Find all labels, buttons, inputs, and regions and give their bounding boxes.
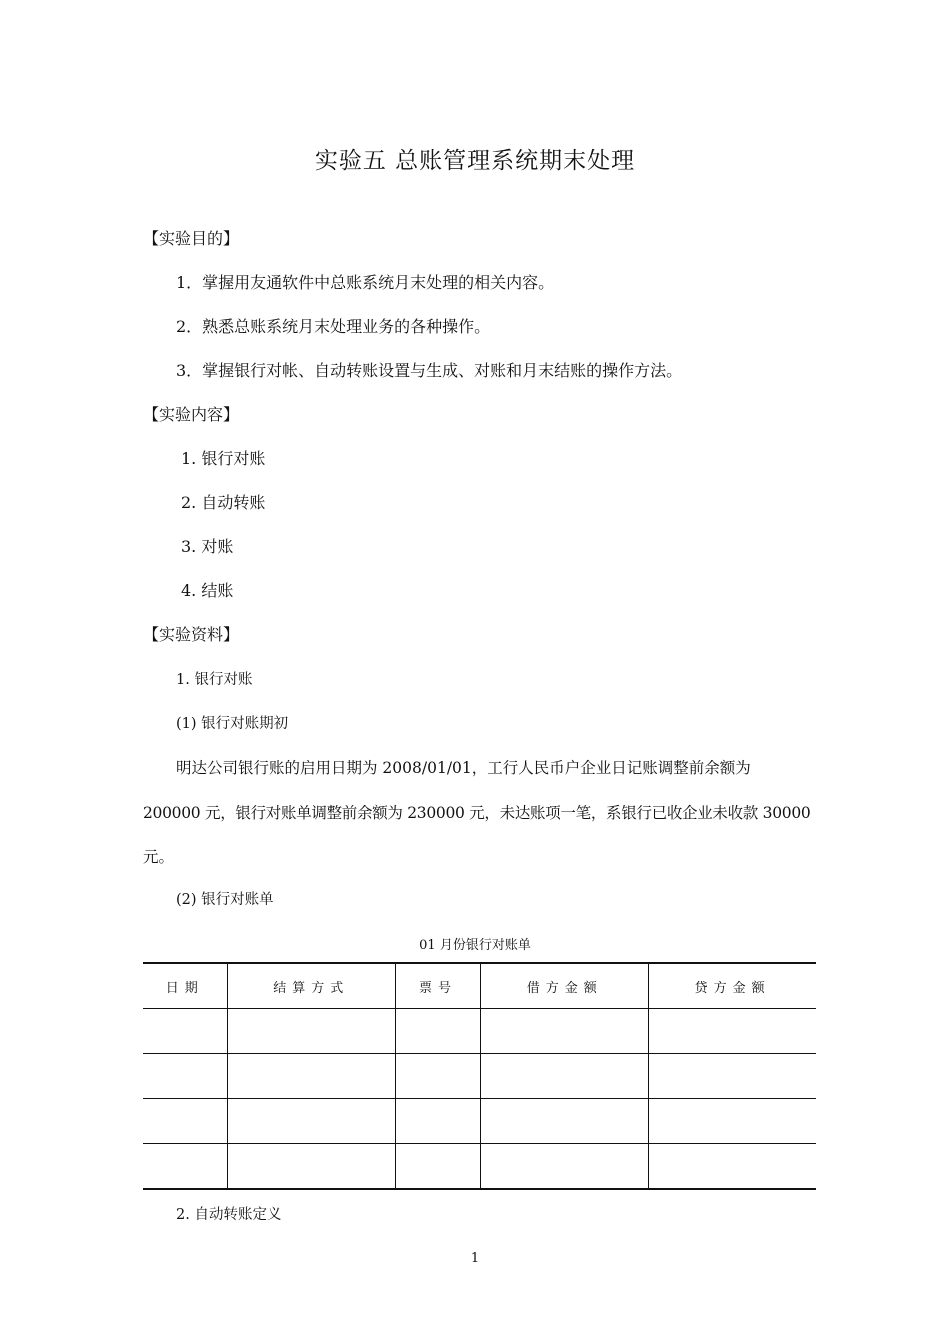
table-cell [395, 1099, 480, 1144]
table-row [143, 1099, 816, 1144]
column-header-ticket-number: 票号 [395, 963, 480, 1009]
section-heading-material: 【实验资料】 [143, 625, 240, 644]
column-header-settlement-method: 结算方式 [227, 963, 395, 1009]
material-subheading-1-2: (2) 银行对账单 [176, 892, 274, 908]
table-cell [227, 1009, 395, 1054]
paragraph-line-1: 明达公司银行账的启用日期为 2008/01/01，工行人民币户企业日记账调整前余额为 [176, 759, 751, 777]
purpose-item-1: 1．掌握用友通软件中总账系统月末处理的相关内容。 [176, 273, 555, 292]
table-caption: 01 月份银行对账单 [419, 938, 531, 953]
paragraph-line-3: 元。 [143, 848, 175, 866]
material-subheading-1-1: (1) 银行对账期初 [176, 716, 289, 732]
column-header-credit-amount: 贷方金额 [649, 963, 816, 1009]
material-subheading-1: 1. 银行对账 [176, 672, 253, 688]
table-cell [649, 1054, 816, 1099]
table-row [143, 1144, 816, 1190]
table-cell [143, 1099, 227, 1144]
content-item-1: 1. 银行对账 [181, 449, 266, 468]
table-cell [143, 1009, 227, 1054]
table-cell [395, 1054, 480, 1099]
table-cell [227, 1099, 395, 1144]
page-title: 实验五 总账管理系统期末处理 [314, 148, 636, 174]
table-cell [481, 1009, 649, 1054]
purpose-item-2: 2．熟悉总账系统月末处理业务的各种操作。 [176, 317, 491, 336]
table-cell [395, 1144, 480, 1190]
table-row [143, 1054, 816, 1099]
table-cell [481, 1099, 649, 1144]
table-cell [143, 1144, 227, 1190]
table-cell [649, 1144, 816, 1190]
table-row [143, 1009, 816, 1054]
column-header-debit-amount: 借方金额 [481, 963, 649, 1009]
table-cell [227, 1054, 395, 1099]
bank-statement-table [143, 962, 816, 1190]
page-number: 1 [470, 1251, 480, 1266]
table-cell [395, 1009, 480, 1054]
table-cell [649, 1099, 816, 1144]
table-cell [227, 1144, 395, 1190]
content-item-4: 4. 结账 [181, 581, 234, 600]
table-cell [481, 1054, 649, 1099]
purpose-item-3: 3．掌握银行对帐、自动转账设置与生成、对账和月末结账的操作方法。 [176, 361, 683, 380]
content-item-3: 3. 对账 [181, 537, 234, 556]
paragraph-line-2: 200000 元，银行对账单调整前余额为 230000 元，未达账项一笔，系银行已收企业未收款 30000 [143, 804, 811, 822]
column-header-date: 日期 [143, 963, 227, 1009]
table-header-row [143, 963, 816, 1009]
table-cell [143, 1054, 227, 1099]
table-cell [649, 1009, 816, 1054]
material-subheading-2: 2. 自动转账定义 [176, 1207, 282, 1223]
content-item-2: 2. 自动转账 [181, 493, 266, 512]
table-cell [481, 1144, 649, 1190]
section-heading-content: 【实验内容】 [143, 405, 240, 424]
section-heading-purpose: 【实验目的】 [143, 229, 240, 248]
